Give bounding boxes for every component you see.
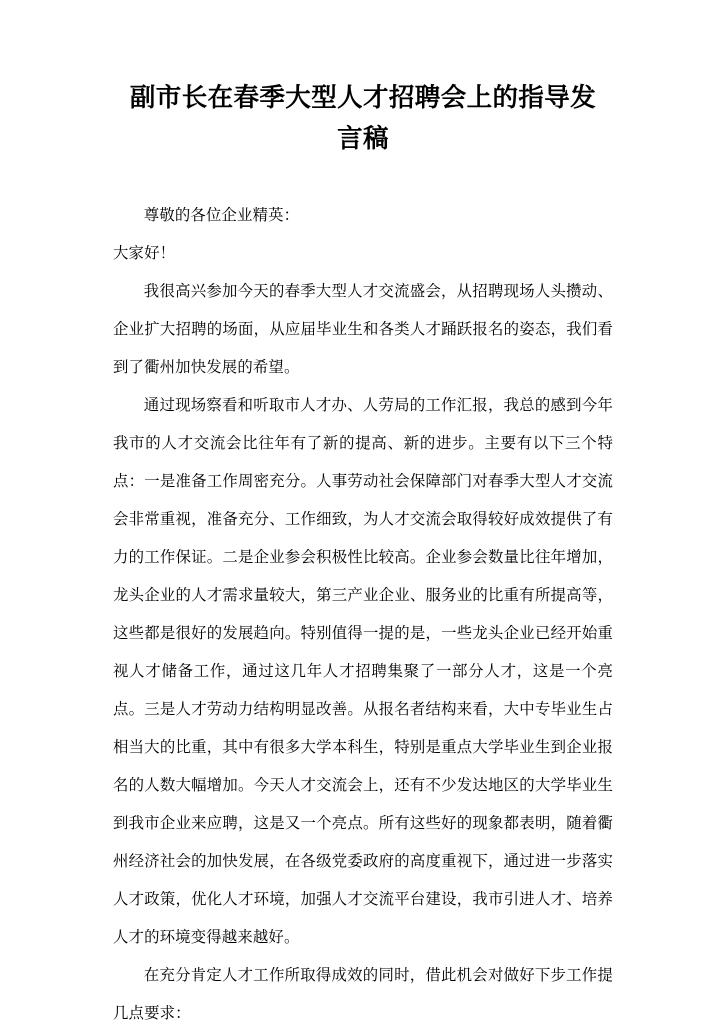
document-body bbox=[113, 196, 613, 1032]
paragraph-opening: 我很高兴参加今天的春季大型人才交流盛会，从招聘现场人头攒动、企业扩大招聘的场面，从应届毕业生和各类人才踊跃报名的姿态，我们看到了衢州加快发展的希望。 bbox=[113, 282, 613, 376]
paragraph-requirements-intro: 在充分肯定人才工作所取得成效的同时，借此机会对做好下步工作提几点要求： bbox=[113, 966, 613, 1022]
page-title-line-2: 言稿 bbox=[337, 124, 389, 154]
paragraph-greeting: 大家好！ bbox=[113, 244, 176, 262]
paragraph-three-features: 通过现场察看和听取市人才办、人劳局的工作汇报，我总的感到今年我市的人才交流会比往年有了新的提高、新的进步。主要有以下三个特点：一是准备工作周密充分。人事劳动社会保障部门对春季大型人才交流会非常重视，准备充分、工作细致，为人才交流会取得较好成效提供了有力的工作保证。二是企业参会积极性比较高。企业参会数量比往年增加，龙头企业的人才需求量较大，第三产业企业、服务业的比重有所提高等，这些都是很好的发展趋向。特别值得一提的是，一些龙头企业已经开始重视人才储备工作，通过这几年人才招聘集聚了一部分人才，这是一个亮点。三是人才劳动力结构明显改善。从报名者结构来看，大中专毕业生占相当大的比重，其中有很多大学本科生，特别是重点大学毕业生到企业报名的人数大幅增加。今天人才交流会上，还有不少发达地区的大学毕业生到我市企业来应聘，这是又一个亮点。所有这些好的现象都表明，随着衢州经济社会的加快发展，在各级党委政府的高度重视下，通过进一步落实人才政策，优化人才环境，加强人才交流平台建设，我市引进人才、培养人才的环境变得越来越好。 bbox=[113, 396, 613, 946]
page-title bbox=[113, 78, 613, 160]
paragraph-salutation: 尊敬的各位企业精英： bbox=[143, 206, 300, 224]
page-title-line-1: 副市长在春季大型人才招聘会上的指导发 bbox=[129, 83, 597, 113]
